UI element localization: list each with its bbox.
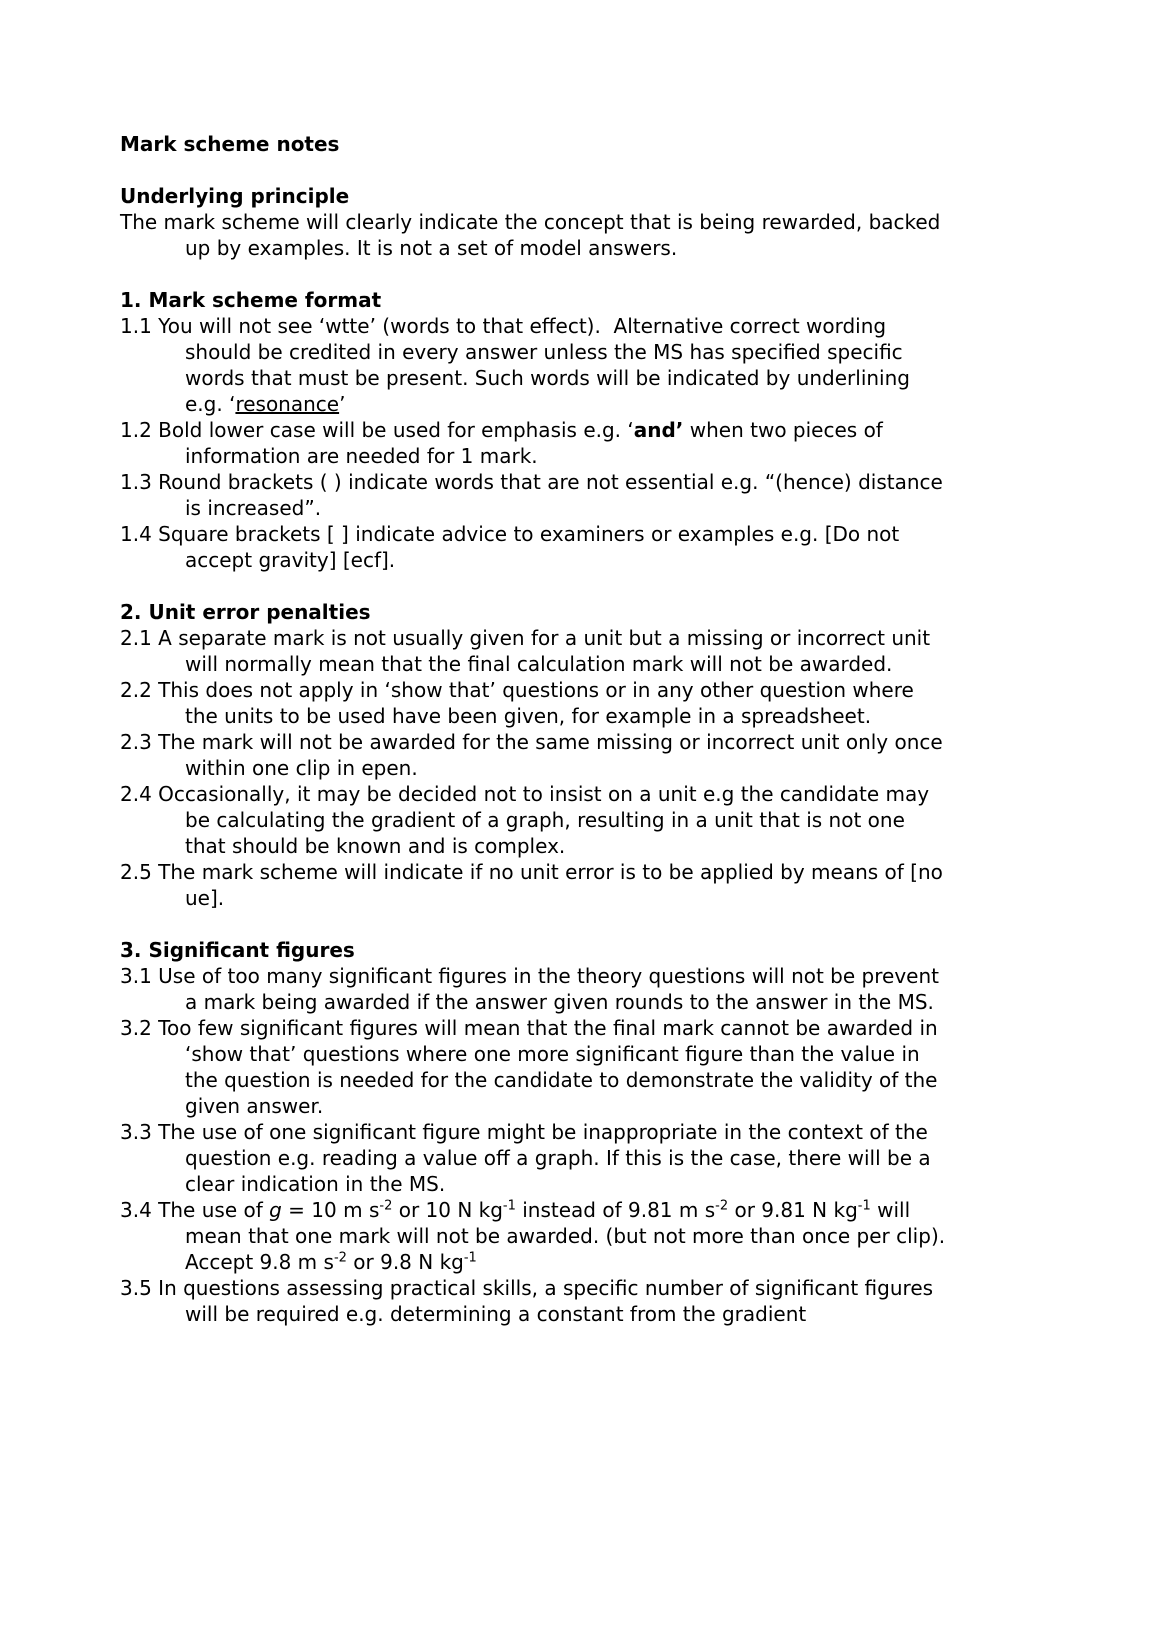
sections-container [120, 183, 952, 1327]
section-heading: 3. Significant figures [120, 938, 355, 962]
text-run: -2 [333, 1250, 347, 1266]
text-run: 3.4 The use of [120, 1198, 270, 1222]
text-run: -2 [715, 1198, 729, 1214]
document-content [120, 131, 952, 1327]
section [120, 183, 946, 261]
section-heading: 2. Unit error penalties [120, 600, 371, 624]
text-run: ’ [339, 392, 346, 416]
text-run: 3.3 The use of one significant figure might be inappropriate in the context of the question e.g. reading a value off a graph. If this is the case, there will be a clear indication in the MS. [120, 1120, 937, 1196]
text-run: -2 [379, 1198, 393, 1214]
paragraph [120, 209, 946, 261]
text-run: or 9.81 N kg [728, 1198, 858, 1222]
paragraph [120, 521, 946, 573]
section-heading: 1. Mark scheme format [120, 288, 382, 312]
text-run: g [269, 1198, 282, 1222]
text-run: 1.1 You will not see ‘wtte’ (words to that effect). Alternative correct wording should be credited in every answer unless the MS has specified specific words that must be present. Such words will be indicated by underlining e.g. ‘ [120, 314, 917, 416]
paragraph [120, 1015, 946, 1119]
text-run: or 10 N kg [392, 1198, 503, 1222]
paragraph [120, 677, 946, 729]
section-heading: Underlying principle [120, 184, 350, 208]
text-run: and’ [633, 418, 684, 442]
paragraph [120, 469, 950, 521]
text-run: 1.3 Round brackets ( ) indicate words that are not essential e.g. “(hence) distance is increased”. [120, 470, 950, 520]
text-run: resonance [235, 392, 340, 416]
text-run: when two pieces of information are needed for 1 mark. [185, 418, 890, 468]
paragraph [120, 1275, 946, 1327]
paragraph [120, 859, 950, 911]
text-run: 1.2 Bold lower case will be used for emphasis e.g. ‘ [120, 418, 634, 442]
text-run: -1 [502, 1198, 516, 1214]
text-run: 2.2 This does not apply in ‘show that’ questions or in any other question where the units to be used have been given, for example in a spreadsheet. [120, 678, 921, 728]
text-run: -1 [463, 1250, 477, 1266]
text-run: 2.5 The mark scheme will indicate if no unit error is to be applied by means of [no ue]. [120, 860, 950, 910]
paragraph [120, 1119, 946, 1197]
text-run: The mark scheme will clearly indicate the concept that is being rewarded, backed up by examples. It is not a set of model answers. [120, 210, 947, 260]
text-run: will mean that one mark will not be awarded. (but not more than once per clip). Accept 9.8 m s [185, 1198, 952, 1274]
paragraph [120, 625, 946, 677]
paragraph [120, 729, 950, 781]
section [120, 937, 952, 1327]
text-run: 3.2 Too few significant figures will mean that the final mark cannot be awarded in ‘show that’ questions where one more significant figure than the value in the question is needed for the candidate to demonstrate the validity of the given answer. [120, 1016, 945, 1118]
paragraph [120, 417, 946, 469]
text-run: instead of 9.81 m s [515, 1198, 716, 1222]
text-run: = 10 m s [281, 1198, 380, 1222]
text-run: 2.4 Occasionally, it may be decided not to insist on a unit e.g the candidate may be calculating the gradient of a graph, resulting in a unit that is not one that should be known and is complex. [120, 782, 936, 858]
section [120, 599, 950, 911]
text-run: 3.1 Use of too many significant figures in the theory questions will not be prevent a mark being awarded if the answer given rounds to the answer in the MS. [120, 964, 946, 1014]
section [120, 287, 950, 573]
text-run: 2.1 A separate mark is not usually given for a unit but a missing or incorrect unit will normally mean that the final calculation mark will not be awarded. [120, 626, 937, 676]
text-run: or 9.8 N kg [346, 1250, 464, 1274]
text-run: -1 [857, 1198, 871, 1214]
paragraph [120, 1197, 952, 1275]
paragraph [120, 781, 946, 859]
text-run: 3.5 In questions assessing practical skills, a specific number of significant figures will be required e.g. determining a constant from the gradient [120, 1276, 940, 1326]
paragraph [120, 313, 946, 417]
paragraph [120, 963, 946, 1015]
document-title: Mark scheme notes [120, 132, 340, 156]
text-run: 1.4 Square brackets [ ] indicate advice to examiners or examples e.g. [Do not accept gravity] [ecf]. [120, 522, 906, 572]
text-run: 2.3 The mark will not be awarded for the same missing or incorrect unit only once within one clip in epen. [120, 730, 950, 780]
